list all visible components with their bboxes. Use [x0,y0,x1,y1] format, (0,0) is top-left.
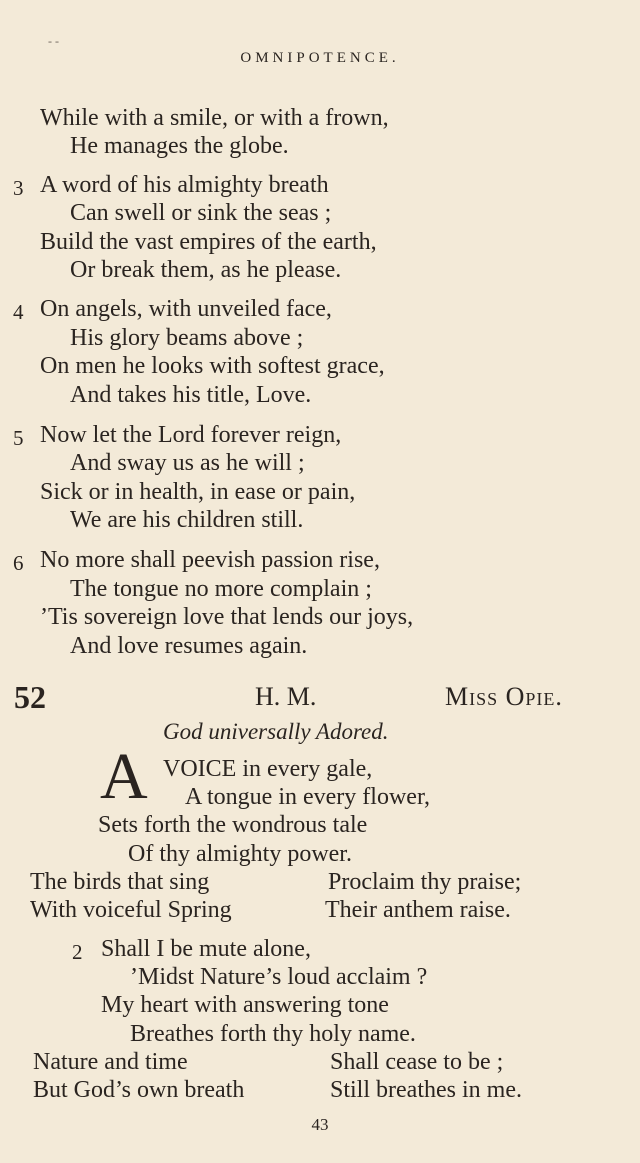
verse-line: Of thy almighty power. [128,841,352,867]
verse-line: Breathes forth thy holy name. [130,1021,416,1047]
stanza-number: 5 [13,426,24,450]
hymn-number: 52 [14,679,46,715]
verse-line: Shall cease to be ; [330,1049,504,1075]
verse-line: While with a smile, or with a frown, [40,105,389,131]
stanza-number: 2 [72,940,83,964]
verse-line: And love resumes again. [70,633,308,659]
verse-line: Build the vast empires of the earth, [40,229,377,255]
verse-line: Sets forth the wondrous tale [98,812,368,838]
verse-line: Now let the Lord forever reign, [40,422,342,448]
verse-line: A tongue in every flower, [185,784,430,810]
verse-line: Or break them, as he please. [70,257,342,283]
verse-line: Nature and time [33,1049,188,1075]
drop-cap: A [100,740,148,813]
verse-line: Proclaim thy praise; [328,869,522,895]
hymn-subtitle: God universally Adored. [163,719,389,744]
verse-line: And sway us as he will ; [70,450,305,476]
verse-line: Shall I be mute alone, [101,936,311,962]
print-mark: - - [48,34,59,48]
hymn-author: Miss Opie. [445,682,563,711]
page-number: 43 [311,1115,329,1134]
verse-line: And takes his title, Love. [70,382,312,408]
verse-line: No more shall peevish passion rise, [40,547,380,573]
verse-line: He manages the globe. [70,133,289,159]
verse-line: Still breathes in me. [330,1077,522,1103]
verse-line: On men he looks with softest grace, [40,353,385,379]
page-header: OMNIPOTENCE. [240,50,400,66]
verse-line: The tongue no more complain ; [70,576,372,602]
verse-line: On angels, with unveiled face, [40,296,332,322]
verse-line: VOICE in every gale, [163,756,373,782]
verse-line: ’Tis sovereign love that lends our joys, [40,604,414,630]
verse-line: Sick or in health, in ease or pain, [40,479,356,505]
verse-line: But God’s own breath [33,1077,245,1103]
verse-line: My heart with answering tone [101,992,389,1018]
stanza-number: 4 [13,300,24,324]
stanza-number: 3 [13,176,24,200]
verse-line: A word of his almighty breath [40,172,329,198]
verse-line: His glory beams above ; [70,325,304,351]
stanza-number: 6 [13,551,24,575]
verse-line: We are his children still. [70,507,304,533]
verse-line: Can swell or sink the seas ; [70,200,332,226]
verse-line: With voiceful Spring [30,897,232,923]
verse-line: Their anthem raise. [325,897,511,923]
hymn-meter: H. M. [255,682,317,711]
verse-line: ’Midst Nature’s loud acclaim ? [130,964,428,990]
verse-line: The birds that sing [30,869,210,895]
